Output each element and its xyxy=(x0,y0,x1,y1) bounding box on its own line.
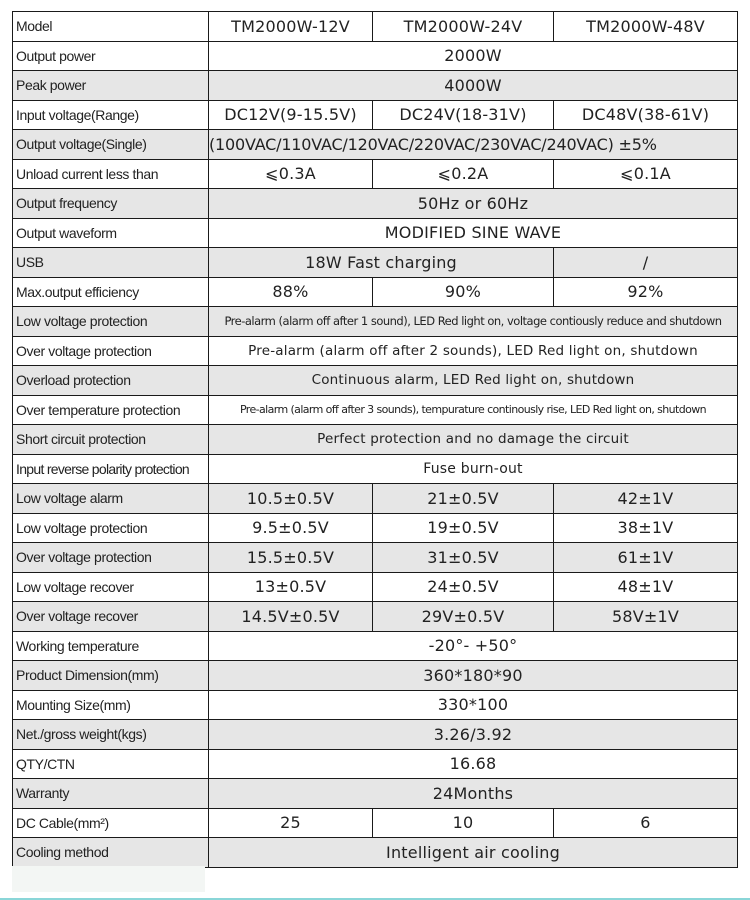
row-label: Low voltage alarm xyxy=(13,484,209,514)
cell-12v: 15.5±0.5V xyxy=(209,543,373,573)
row-label: Over voltage recover xyxy=(13,602,209,632)
row-label: Input reverse polarity protection xyxy=(13,454,209,484)
table-row xyxy=(13,513,738,543)
row-value: Pre-alarm (alarm off after 3 sounds), tempurature continously rise, LED Red light on, shutdown xyxy=(209,395,738,425)
table-row xyxy=(13,602,738,632)
decorative-block xyxy=(12,866,205,892)
cell-48v: 48±1V xyxy=(554,572,738,602)
cell-48v: 61±1V xyxy=(554,543,738,573)
table-row xyxy=(13,543,738,573)
table-row xyxy=(13,838,738,868)
model-12v: TM2000W-12V xyxy=(209,12,373,42)
cell-48v: 38±1V xyxy=(554,513,738,543)
row-label: Low voltage protection xyxy=(13,513,209,543)
row-value: Continuous alarm, LED Red light on, shutdown xyxy=(209,366,738,396)
cell-12v: 14.5V±0.5V xyxy=(209,602,373,632)
row-label: Over voltage protection xyxy=(13,543,209,573)
cell-48v: DC48V(38-61V) xyxy=(554,100,738,130)
row-label: Max.output efficiency xyxy=(13,277,209,307)
row-label: Product Dimension(mm) xyxy=(13,661,209,691)
table-row xyxy=(13,661,738,691)
model-24v: TM2000W-24V xyxy=(373,12,554,42)
cell-12v: 25 xyxy=(209,808,373,838)
row-value: 50Hz or 60Hz xyxy=(209,189,738,219)
row-label: Over voltage protection xyxy=(13,336,209,366)
table-row xyxy=(13,248,738,278)
table-row xyxy=(13,484,738,514)
cell-48v: 58V±1V xyxy=(554,602,738,632)
row-label: Net./gross weight(kgs) xyxy=(13,720,209,750)
row-label: QTY/CTN xyxy=(13,749,209,779)
table-row xyxy=(13,336,738,366)
row-value: (100VAC/110VAC/120VAC/220VAC/230VAC/240VAC) ±5% xyxy=(209,130,738,160)
row-value: Pre-alarm (alarm off after 2 sounds), LED Red light on, shutdown xyxy=(209,336,738,366)
table-row xyxy=(13,631,738,661)
row-label: Peak power xyxy=(13,71,209,101)
table-row xyxy=(13,779,738,809)
row-value: Perfect protection and no damage the circuit xyxy=(209,425,738,455)
cell-12v: 9.5±0.5V xyxy=(209,513,373,543)
model-48v: TM2000W-48V xyxy=(554,12,738,42)
row-label: DC Cable(mm²) xyxy=(13,808,209,838)
table-row xyxy=(13,749,738,779)
row-label: Input voltage(Range) xyxy=(13,100,209,130)
row-label: Working temperature xyxy=(13,631,209,661)
row-label: USB xyxy=(13,248,209,278)
row-value: 3.26/3.92 xyxy=(209,720,738,750)
row-value: Pre-alarm (alarm off after 1 sound), LED Red light on, voltage contiously reduce and shutdown xyxy=(209,307,738,337)
table-row xyxy=(13,100,738,130)
table-row xyxy=(13,130,738,160)
row-label: Output waveform xyxy=(13,218,209,248)
table-row xyxy=(13,425,738,455)
row-label: Low voltage recover xyxy=(13,572,209,602)
table-row xyxy=(13,41,738,71)
row-value: 360*180*90 xyxy=(209,661,738,691)
row-label: Unload current less than xyxy=(13,159,209,189)
table-row xyxy=(13,572,738,602)
cell-24v: 19±0.5V xyxy=(373,513,554,543)
table-row xyxy=(13,71,738,101)
table-row xyxy=(13,277,738,307)
cell-12v: 10.5±0.5V xyxy=(209,484,373,514)
table-row xyxy=(13,454,738,484)
cell-48v: ⩽0.1A xyxy=(554,159,738,189)
row-value: 24Months xyxy=(209,779,738,809)
cell-24v: 29V±0.5V xyxy=(373,602,554,632)
row-value: Intelligent air cooling xyxy=(209,838,738,868)
usb-48v: / xyxy=(554,248,738,278)
row-value: 16.68 xyxy=(209,749,738,779)
row-value: 4000W xyxy=(209,71,738,101)
cell-12v: DC12V(9-15.5V) xyxy=(209,100,373,130)
cell-24v: 90% xyxy=(373,277,554,307)
spec-table xyxy=(12,11,738,868)
cell-24v: 10 xyxy=(373,808,554,838)
row-label: Output frequency xyxy=(13,189,209,219)
cell-24v: 21±0.5V xyxy=(373,484,554,514)
table-row xyxy=(13,218,738,248)
row-value: MODIFIED SINE WAVE xyxy=(209,218,738,248)
cell-48v: 92% xyxy=(554,277,738,307)
row-value: 2000W xyxy=(209,41,738,71)
row-label: Cooling method xyxy=(13,838,209,868)
row-label: Output voltage(Single) xyxy=(13,130,209,160)
row-label: Model xyxy=(13,12,209,42)
cell-12v: 88% xyxy=(209,277,373,307)
row-value: Fuse burn-out xyxy=(209,454,738,484)
cell-48v: 42±1V xyxy=(554,484,738,514)
table-row xyxy=(13,366,738,396)
cell-48v: 6 xyxy=(554,808,738,838)
row-value: 330*100 xyxy=(209,690,738,720)
table-row xyxy=(13,808,738,838)
table-row xyxy=(13,720,738,750)
table-row xyxy=(13,159,738,189)
row-label: Short circuit protection xyxy=(13,425,209,455)
table-row xyxy=(13,307,738,337)
table-row xyxy=(13,395,738,425)
row-value: -20°- +50° xyxy=(209,631,738,661)
row-label: Over temperature protection xyxy=(13,395,209,425)
cell-24v: 24±0.5V xyxy=(373,572,554,602)
row-label: Overload protection xyxy=(13,366,209,396)
row-label: Low voltage protection xyxy=(13,307,209,337)
cell-24v: DC24V(18-31V) xyxy=(373,100,554,130)
cell-12v: 13±0.5V xyxy=(209,572,373,602)
row-label: Mounting Size(mm) xyxy=(13,690,209,720)
cell-24v: 31±0.5V xyxy=(373,543,554,573)
row-label: Output power xyxy=(13,41,209,71)
cell-12v: ⩽0.3A xyxy=(209,159,373,189)
usb-12-24v: 18W Fast charging xyxy=(209,248,554,278)
table-row xyxy=(13,690,738,720)
table-row xyxy=(13,189,738,219)
cell-24v: ⩽0.2A xyxy=(373,159,554,189)
row-label: Warranty xyxy=(13,779,209,809)
table-header-row xyxy=(13,12,738,42)
